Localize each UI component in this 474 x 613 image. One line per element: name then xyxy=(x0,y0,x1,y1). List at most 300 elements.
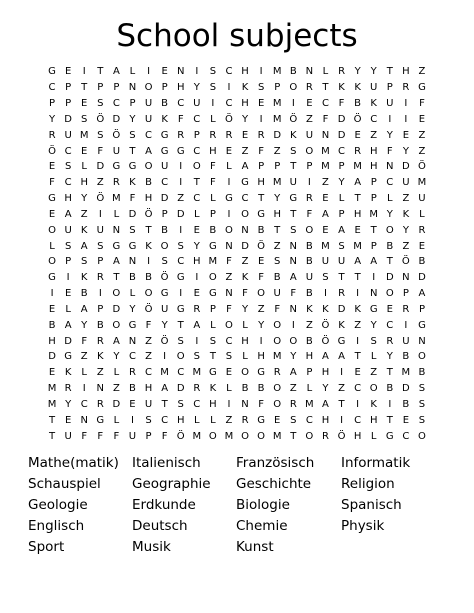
grid-letter[interactable]: Z xyxy=(402,193,410,205)
grid-letter[interactable]: N xyxy=(225,288,233,300)
grid-letter[interactable]: M xyxy=(192,430,202,442)
grid-letter[interactable]: G xyxy=(128,161,137,173)
grid-letter[interactable]: D xyxy=(418,272,426,284)
grid-letter[interactable]: B xyxy=(386,240,394,252)
grid-letter[interactable]: T xyxy=(145,224,152,236)
grid-letter[interactable]: R xyxy=(241,414,249,426)
grid-letter[interactable]: C xyxy=(386,177,394,189)
grid-letter[interactable]: R xyxy=(177,129,185,141)
grid-letter[interactable]: Z xyxy=(418,129,426,141)
grid-letter[interactable]: Y xyxy=(241,113,249,125)
grid-letter[interactable]: O xyxy=(273,398,282,410)
grid-letter[interactable]: C xyxy=(370,113,378,125)
grid-letter[interactable]: B xyxy=(129,383,136,395)
grid-letter[interactable]: P xyxy=(97,82,104,94)
grid-letter[interactable]: C xyxy=(128,351,136,363)
grid-letter[interactable]: F xyxy=(145,319,152,331)
grid-letter[interactable]: A xyxy=(112,256,120,268)
grid-letter[interactable]: S xyxy=(418,414,426,426)
grid-letter[interactable]: Y xyxy=(322,383,329,395)
grid-letter[interactable]: K xyxy=(161,113,168,125)
grid-letter[interactable]: S xyxy=(129,224,136,236)
grid-letter[interactable]: T xyxy=(258,193,265,205)
grid-letter[interactable]: N xyxy=(289,303,298,315)
grid-letter[interactable]: R xyxy=(128,367,136,379)
grid-letter[interactable]: D xyxy=(112,113,121,125)
grid-letter[interactable]: F xyxy=(306,208,313,220)
grid-letter[interactable]: G xyxy=(257,414,265,426)
grid-letter[interactable]: O xyxy=(48,256,56,268)
grid-letter[interactable]: L xyxy=(370,430,377,442)
grid-letter[interactable]: E xyxy=(161,66,168,78)
grid-letter[interactable]: Z xyxy=(145,351,152,363)
grid-letter[interactable]: I xyxy=(147,256,151,268)
grid-letter[interactable]: H xyxy=(273,208,281,220)
grid-letter[interactable]: R xyxy=(96,398,104,410)
grid-letter[interactable]: P xyxy=(338,161,345,173)
grid-letter[interactable]: P xyxy=(49,98,56,110)
grid-letter[interactable]: O xyxy=(273,335,282,347)
grid-letter[interactable]: R xyxy=(64,383,72,395)
grid-letter[interactable]: I xyxy=(179,177,183,189)
grid-letter[interactable]: C xyxy=(225,98,233,110)
grid-letter[interactable]: G xyxy=(208,240,217,252)
grid-letter[interactable]: R xyxy=(193,383,201,395)
grid-letter[interactable]: K xyxy=(370,98,377,110)
grid-letter[interactable]: C xyxy=(48,82,56,94)
grid-letter[interactable]: S xyxy=(64,161,72,173)
grid-letter[interactable]: H xyxy=(209,398,217,410)
grid-letter[interactable]: D xyxy=(337,129,346,141)
grid-letter[interactable]: T xyxy=(322,82,329,94)
grid-letter[interactable]: P xyxy=(386,82,393,94)
grid-letter[interactable]: B xyxy=(305,335,313,347)
grid-letter[interactable]: C xyxy=(193,145,201,157)
grid-letter[interactable]: E xyxy=(48,161,56,173)
grid-letter[interactable]: N xyxy=(128,82,137,94)
grid-letter[interactable]: I xyxy=(195,66,199,78)
grid-letter[interactable]: N xyxy=(128,335,137,347)
grid-letter[interactable]: I xyxy=(340,367,344,379)
grid-letter[interactable]: P xyxy=(97,256,104,268)
grid-letter[interactable]: Z xyxy=(145,335,152,347)
grid-letter[interactable]: D xyxy=(385,272,394,284)
grid-letter[interactable]: G xyxy=(289,193,298,205)
grid-letter[interactable]: E xyxy=(48,303,56,315)
grid-letter[interactable]: O xyxy=(225,224,233,236)
grid-letter[interactable]: H xyxy=(369,161,378,173)
grid-letter[interactable]: E xyxy=(274,414,281,426)
grid-letter[interactable]: C xyxy=(161,414,169,426)
grid-letter[interactable]: M xyxy=(353,161,362,173)
grid-letter[interactable]: O xyxy=(418,430,426,442)
grid-letter[interactable]: O xyxy=(305,145,314,157)
grid-letter[interactable]: C xyxy=(80,398,88,410)
grid-letter[interactable]: G xyxy=(176,145,185,157)
grid-letter[interactable]: C xyxy=(193,113,201,125)
grid-letter[interactable]: B xyxy=(289,66,297,78)
grid-letter[interactable]: D xyxy=(64,113,72,125)
grid-letter[interactable]: A xyxy=(338,224,345,236)
grid-letter[interactable]: K xyxy=(322,303,329,315)
grid-letter[interactable]: M xyxy=(47,398,57,410)
grid-letter[interactable]: G xyxy=(128,240,137,252)
grid-letter[interactable]: S xyxy=(81,256,88,268)
grid-letter[interactable]: D xyxy=(176,383,185,395)
grid-letter[interactable]: H xyxy=(321,367,330,379)
grid-letter[interactable]: F xyxy=(258,145,264,157)
grid-letter[interactable]: S xyxy=(257,82,265,94)
grid-letter[interactable]: G xyxy=(257,208,265,220)
grid-letter[interactable]: T xyxy=(290,208,297,220)
grid-letter[interactable]: S xyxy=(161,256,168,268)
grid-letter[interactable]: G xyxy=(369,303,378,315)
grid-letter[interactable]: Y xyxy=(386,208,393,220)
grid-letter[interactable]: S xyxy=(177,335,184,347)
grid-letter[interactable]: I xyxy=(82,383,86,395)
grid-letter[interactable]: B xyxy=(96,319,104,331)
grid-letter[interactable]: E xyxy=(354,367,361,379)
grid-letter[interactable]: O xyxy=(385,288,394,300)
grid-letter[interactable]: P xyxy=(338,208,345,220)
grid-letter[interactable]: Y xyxy=(129,303,136,315)
grid-letter[interactable]: O xyxy=(48,224,56,236)
grid-letter[interactable]: T xyxy=(370,224,377,236)
grid-letter[interactable]: M xyxy=(224,430,234,442)
grid-letter[interactable]: L xyxy=(210,113,216,125)
grid-letter[interactable]: I xyxy=(259,66,263,78)
grid-letter[interactable]: L xyxy=(210,193,216,205)
grid-letter[interactable]: T xyxy=(97,66,104,78)
grid-letter[interactable]: A xyxy=(193,319,201,331)
grid-letter[interactable]: R xyxy=(289,398,297,410)
grid-letter[interactable]: I xyxy=(50,288,54,300)
grid-letter[interactable]: E xyxy=(81,98,88,110)
grid-letter[interactable]: F xyxy=(49,177,55,189)
grid-letter[interactable]: Z xyxy=(257,303,265,315)
grid-letter[interactable]: A xyxy=(112,66,120,78)
grid-letter[interactable]: F xyxy=(242,288,248,300)
grid-letter[interactable]: R xyxy=(321,430,329,442)
grid-letter[interactable]: O xyxy=(289,82,298,94)
grid-letter[interactable]: D xyxy=(337,303,346,315)
grid-letter[interactable]: O xyxy=(144,288,153,300)
grid-letter[interactable]: Ö xyxy=(401,256,410,268)
grid-letter[interactable]: P xyxy=(161,208,168,220)
grid-letter[interactable]: O xyxy=(192,161,201,173)
grid-letter[interactable]: D xyxy=(273,129,282,141)
grid-letter[interactable]: H xyxy=(369,414,378,426)
grid-letter[interactable]: Z xyxy=(273,145,281,157)
grid-letter[interactable]: E xyxy=(48,367,56,379)
grid-letter[interactable]: N xyxy=(128,256,137,268)
grid-letter[interactable]: L xyxy=(226,161,232,173)
grid-letter[interactable]: R xyxy=(338,288,346,300)
grid-letter[interactable]: U xyxy=(402,177,410,189)
grid-letter[interactable]: U xyxy=(64,129,72,141)
grid-letter[interactable]: M xyxy=(272,66,282,78)
grid-letter[interactable]: E xyxy=(418,113,426,125)
grid-letter[interactable]: T xyxy=(177,319,184,331)
grid-letter[interactable]: O xyxy=(273,383,282,395)
grid-letter[interactable]: O xyxy=(289,335,298,347)
grid-letter[interactable]: O xyxy=(273,319,282,331)
grid-letter[interactable]: P xyxy=(370,177,377,189)
grid-letter[interactable]: O xyxy=(305,224,314,236)
grid-letter[interactable]: S xyxy=(97,240,104,252)
grid-letter[interactable]: T xyxy=(274,224,281,236)
grid-letter[interactable]: T xyxy=(113,272,120,284)
grid-letter[interactable]: Ö xyxy=(337,430,346,442)
grid-letter[interactable]: T xyxy=(354,193,361,205)
grid-letter[interactable]: Z xyxy=(225,272,233,284)
grid-letter[interactable]: L xyxy=(370,351,377,363)
grid-letter[interactable]: E xyxy=(48,208,56,220)
grid-letter[interactable]: K xyxy=(80,272,88,284)
grid-letter[interactable]: H xyxy=(176,82,185,94)
grid-letter[interactable]: S xyxy=(177,240,184,252)
grid-letter[interactable]: S xyxy=(418,383,426,395)
grid-letter[interactable]: Ö xyxy=(144,208,153,220)
grid-letter[interactable]: A xyxy=(354,256,362,268)
grid-letter[interactable]: Ö xyxy=(160,272,169,284)
grid-letter[interactable]: U xyxy=(402,335,410,347)
grid-letter[interactable]: P xyxy=(402,288,409,300)
grid-letter[interactable]: E xyxy=(354,224,361,236)
grid-letter[interactable]: Ö xyxy=(96,113,105,125)
grid-letter[interactable]: H xyxy=(402,66,410,78)
grid-letter[interactable]: Ö xyxy=(353,113,362,125)
grid-letter[interactable]: I xyxy=(98,208,102,220)
grid-letter[interactable]: Z xyxy=(241,256,249,268)
grid-letter[interactable]: E xyxy=(129,398,136,410)
grid-letter[interactable]: L xyxy=(210,414,216,426)
grid-letter[interactable]: D xyxy=(402,383,410,395)
grid-letter[interactable]: T xyxy=(354,272,361,284)
grid-letter[interactable]: C xyxy=(386,319,394,331)
grid-letter[interactable]: I xyxy=(404,319,408,331)
grid-letter[interactable]: P xyxy=(97,303,104,315)
grid-letter[interactable]: Z xyxy=(225,414,233,426)
grid-letter[interactable]: A xyxy=(418,288,426,300)
grid-letter[interactable]: Y xyxy=(370,66,377,78)
grid-letter[interactable]: Z xyxy=(418,145,426,157)
grid-letter[interactable]: T xyxy=(81,82,88,94)
grid-letter[interactable]: I xyxy=(307,177,311,189)
grid-letter[interactable]: Y xyxy=(386,351,393,363)
grid-letter[interactable]: U xyxy=(112,145,121,157)
grid-letter[interactable]: K xyxy=(354,303,361,315)
grid-letter[interactable]: P xyxy=(370,193,377,205)
grid-letter[interactable]: E xyxy=(225,367,233,379)
grid-letter[interactable]: G xyxy=(160,145,169,157)
grid-letter[interactable]: U xyxy=(337,256,346,268)
grid-letter[interactable]: L xyxy=(194,414,200,426)
grid-letter[interactable]: S xyxy=(177,398,184,410)
grid-letter[interactable]: R xyxy=(338,66,346,78)
grid-letter[interactable]: O xyxy=(208,430,217,442)
grid-letter[interactable]: I xyxy=(130,414,134,426)
grid-letter[interactable]: C xyxy=(193,193,201,205)
grid-letter[interactable]: R xyxy=(96,272,104,284)
grid-letter[interactable]: T xyxy=(129,145,136,157)
grid-letter[interactable]: T xyxy=(386,367,393,379)
grid-letter[interactable]: Ö xyxy=(112,129,121,141)
grid-letter[interactable]: O xyxy=(144,161,153,173)
grid-letter[interactable]: U xyxy=(144,398,153,410)
grid-letter[interactable]: O xyxy=(257,430,266,442)
grid-letter[interactable]: R xyxy=(386,335,394,347)
grid-letter[interactable]: I xyxy=(404,98,408,110)
grid-letter[interactable]: Z xyxy=(322,177,329,189)
grid-letter[interactable]: R xyxy=(209,129,217,141)
grid-letter[interactable]: Z xyxy=(80,351,88,363)
grid-letter[interactable]: Ö xyxy=(418,161,426,173)
grid-letter[interactable]: A xyxy=(80,303,88,315)
grid-letter[interactable]: S xyxy=(81,113,88,125)
grid-letter[interactable]: H xyxy=(193,256,201,268)
grid-letter[interactable]: P xyxy=(370,240,377,252)
grid-letter[interactable]: M xyxy=(47,383,57,395)
grid-letter[interactable]: L xyxy=(81,367,87,379)
grid-letter[interactable]: P xyxy=(65,256,72,268)
grid-letter[interactable]: H xyxy=(144,383,153,395)
grid-letter[interactable]: E xyxy=(322,224,329,236)
grid-letter[interactable]: E xyxy=(225,145,233,157)
grid-letter[interactable]: I xyxy=(291,319,295,331)
grid-letter[interactable]: K xyxy=(370,398,377,410)
grid-letter[interactable]: R xyxy=(354,145,362,157)
grid-letter[interactable]: I xyxy=(227,398,231,410)
grid-letter[interactable]: Z xyxy=(305,319,313,331)
grid-letter[interactable]: U xyxy=(289,177,297,189)
grid-letter[interactable]: N xyxy=(176,66,185,78)
grid-letter[interactable]: O xyxy=(241,430,249,442)
grid-letter[interactable]: M xyxy=(401,367,411,379)
grid-letter[interactable]: Y xyxy=(290,351,297,363)
grid-letter[interactable]: Ö xyxy=(144,303,153,315)
grid-letter[interactable]: Z xyxy=(418,66,426,78)
grid-letter[interactable]: U xyxy=(64,430,72,442)
grid-letter[interactable]: Y xyxy=(193,82,200,94)
grid-letter[interactable]: S xyxy=(209,66,217,78)
grid-letter[interactable]: M xyxy=(272,98,282,110)
grid-letter[interactable]: C xyxy=(161,177,169,189)
grid-letter[interactable]: N xyxy=(289,256,298,268)
grid-letter[interactable]: T xyxy=(386,256,393,268)
grid-letter[interactable]: D xyxy=(112,398,121,410)
grid-letter[interactable]: I xyxy=(98,288,102,300)
grid-letter[interactable]: I xyxy=(259,335,263,347)
grid-letter[interactable]: F xyxy=(129,193,136,205)
grid-letter[interactable]: G xyxy=(241,177,249,189)
grid-letter[interactable]: U xyxy=(370,82,378,94)
grid-letter[interactable]: U xyxy=(418,193,426,205)
grid-letter[interactable]: H xyxy=(176,414,185,426)
grid-letter[interactable]: Z xyxy=(241,145,249,157)
grid-letter[interactable]: D xyxy=(402,161,410,173)
grid-letter[interactable]: G xyxy=(208,288,217,300)
grid-letter[interactable]: C xyxy=(305,414,313,426)
grid-letter[interactable]: H xyxy=(48,335,56,347)
grid-letter[interactable]: F xyxy=(81,335,88,347)
grid-letter[interactable]: P xyxy=(161,82,168,94)
grid-letter[interactable]: F xyxy=(274,303,281,315)
grid-letter[interactable]: I xyxy=(195,335,199,347)
grid-letter[interactable]: G xyxy=(96,414,105,426)
grid-letter[interactable]: I xyxy=(356,398,360,410)
grid-letter[interactable]: N xyxy=(80,414,88,426)
grid-letter[interactable]: B xyxy=(402,398,410,410)
grid-letter[interactable]: Y xyxy=(193,240,200,252)
grid-letter[interactable]: B xyxy=(402,351,410,363)
grid-letter[interactable]: C xyxy=(354,414,362,426)
grid-letter[interactable]: P xyxy=(258,161,265,173)
grid-letter[interactable]: E xyxy=(354,129,361,141)
grid-letter[interactable]: Z xyxy=(96,367,104,379)
grid-letter[interactable]: T xyxy=(48,414,56,426)
grid-letter[interactable]: E xyxy=(306,98,313,110)
grid-letter[interactable]: R xyxy=(225,129,233,141)
grid-letter[interactable]: T xyxy=(338,272,345,284)
grid-letter[interactable]: S xyxy=(418,398,426,410)
grid-letter[interactable]: O xyxy=(208,272,217,284)
grid-letter[interactable]: I xyxy=(388,113,392,125)
grid-letter[interactable]: Y xyxy=(258,319,265,331)
grid-letter[interactable]: N xyxy=(241,224,249,236)
grid-letter[interactable]: L xyxy=(242,319,248,331)
grid-letter[interactable]: A xyxy=(112,335,120,347)
grid-letter[interactable]: L xyxy=(306,383,313,395)
grid-letter[interactable]: G xyxy=(208,367,217,379)
grid-letter[interactable]: G xyxy=(48,193,56,205)
grid-letter[interactable]: E xyxy=(257,256,265,268)
grid-letter[interactable]: I xyxy=(404,113,408,125)
grid-letter[interactable]: S xyxy=(290,224,297,236)
grid-letter[interactable]: Y xyxy=(354,66,361,78)
grid-letter[interactable]: H xyxy=(353,430,362,442)
grid-letter[interactable]: T xyxy=(290,430,297,442)
grid-letter[interactable]: D xyxy=(337,113,346,125)
grid-letter[interactable]: G xyxy=(418,82,426,94)
grid-letter[interactable]: Y xyxy=(161,319,168,331)
grid-letter[interactable]: B xyxy=(145,272,152,284)
grid-letter[interactable]: Ö xyxy=(289,113,298,125)
grid-letter[interactable]: B xyxy=(145,177,152,189)
grid-letter[interactable]: B xyxy=(129,272,136,284)
grid-letter[interactable]: F xyxy=(258,272,264,284)
grid-letter[interactable]: U xyxy=(305,272,314,284)
grid-letter[interactable]: L xyxy=(338,193,345,205)
grid-letter[interactable]: A xyxy=(64,319,72,331)
grid-letter[interactable]: N xyxy=(402,272,410,284)
grid-letter[interactable]: S xyxy=(290,145,297,157)
grid-letter[interactable]: K xyxy=(402,208,410,220)
grid-letter[interactable]: Y xyxy=(129,113,136,125)
grid-letter[interactable]: Z xyxy=(80,208,88,220)
grid-letter[interactable]: B xyxy=(161,98,169,110)
grid-letter[interactable]: B xyxy=(161,224,169,236)
grid-letter[interactable]: L xyxy=(226,383,232,395)
grid-letter[interactable]: H xyxy=(305,351,314,363)
grid-letter[interactable]: E xyxy=(257,98,265,110)
grid-letter[interactable]: F xyxy=(177,113,184,125)
grid-letter[interactable]: K xyxy=(241,82,249,94)
grid-letter[interactable]: D xyxy=(160,193,169,205)
grid-letter[interactable]: R xyxy=(193,303,201,315)
grid-letter[interactable]: M xyxy=(321,161,330,173)
grid-letter[interactable]: Z xyxy=(273,240,281,252)
